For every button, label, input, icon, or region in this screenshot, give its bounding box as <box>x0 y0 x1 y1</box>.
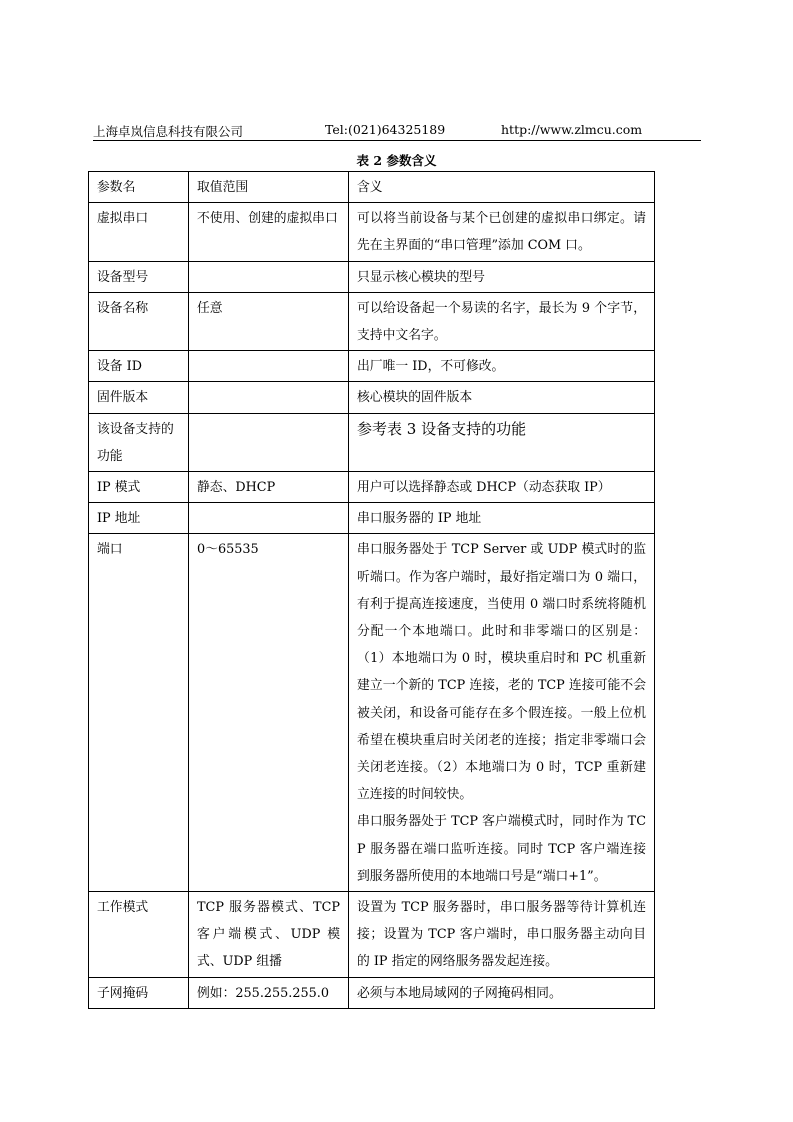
param-range: 例如：255.255.255.0 <box>189 977 349 1008</box>
param-range: 任意 <box>189 292 349 350</box>
table-row <box>89 534 655 892</box>
table-row <box>89 351 655 382</box>
param-meaning: 设置为 TCP 服务器时，串口服务器等待计算机连接；设置为 TCP 客户端时，串口服务器主动向目的 IP 指定的网络服务器发起连接。 <box>349 892 655 978</box>
website-url: http://www.zlmcu.com <box>501 122 643 137</box>
param-range <box>189 261 349 292</box>
table-row <box>89 413 655 471</box>
param-range <box>189 413 349 471</box>
header-cell: 取值范围 <box>189 172 349 203</box>
param-range <box>189 503 349 534</box>
param-meaning: 用户可以选择静态或 DHCP（动态获取 IP） <box>349 472 655 503</box>
meaning-paragraph: 串口服务器处于 TCP 客户端模式时，同时作为 TCP 服务器在端口监听连接。同时 TCP 客户端连接到服务器所使用的本地端口号是“端口+1”。 <box>357 814 646 884</box>
param-range: 不使用、创建的虚拟串口 <box>189 203 349 261</box>
param-name: IP 地址 <box>89 503 189 534</box>
parameter-table <box>88 171 655 1009</box>
header-cell: 参数名 <box>89 172 189 203</box>
param-name: 虚拟串口 <box>89 203 189 261</box>
param-name: 固件版本 <box>89 382 189 413</box>
param-meaning: 可以给设备起一个易读的名字，最长为 9 个字节，支持中文名字。 <box>349 292 655 350</box>
param-meaning: 串口服务器的 IP 地址 <box>349 503 655 534</box>
table-row <box>89 472 655 503</box>
param-meaning: 参考表 3 设备支持的功能 <box>349 413 655 471</box>
header-rule <box>93 140 701 141</box>
param-name: 子网掩码 <box>89 977 189 1008</box>
param-name: 设备 ID <box>89 351 189 382</box>
table-row <box>89 203 655 261</box>
param-name: 设备型号 <box>89 261 189 292</box>
param-meaning: 必须与本地局域网的子网掩码相同。 <box>349 977 655 1008</box>
meaning-paragraph: 串口服务器处于 TCP Server 或 UDP 模式时的监听端口。作为客户端时，最好指定端口为 0 端口，有利于提高连接速度，当使用 0 端口时系统将随机分配一个本地端口。此时和非零端口的区别是：（1）本地端口为 0 时，模块重启时和 PC 机重新建立一个新的 TCP 连接，老的 TCP 连接可能不会被关闭，和设备可能存在多个假连接。一般上位机希望在模块重启时关闭老的连接；指定非零端口会关闭老连接。（2）本地端口为 0 时，TCP 重新建立连接的时间较快。 <box>357 542 646 803</box>
table-row <box>89 292 655 350</box>
table-row <box>89 503 655 534</box>
table-header-row <box>89 172 655 203</box>
header-cell: 含义 <box>349 172 655 203</box>
table-row <box>89 892 655 978</box>
param-meaning: 核心模块的固件版本 <box>349 382 655 413</box>
param-name: 设备名称 <box>89 292 189 350</box>
telephone: Tel:(021)64325189 <box>325 122 446 137</box>
param-meaning: 可以将当前设备与某个已创建的虚拟串口绑定。请先在主界面的“串口管理”添加 COM 口。 <box>349 203 655 261</box>
param-range: 静态、DHCP <box>189 472 349 503</box>
param-range <box>189 382 349 413</box>
table-row <box>89 977 655 1008</box>
table-row <box>89 382 655 413</box>
param-name: 工作模式 <box>89 892 189 978</box>
table-row <box>89 261 655 292</box>
param-name: 该设备支持的功能 <box>89 413 189 471</box>
param-meaning: 只显示核心模块的型号 <box>349 261 655 292</box>
table-caption: 表 2 参数含义 <box>356 153 437 168</box>
param-range: 0～65535 <box>189 534 349 892</box>
param-meaning: 出厂唯一 ID，不可修改。 <box>349 351 655 382</box>
param-range: TCP 服务器模式、TCP 客户端模式、UDP 模式、UDP 组播 <box>189 892 349 978</box>
param-name: IP 模式 <box>89 472 189 503</box>
company-name: 上海卓岚信息科技有限公司 <box>93 124 244 139</box>
param-range <box>189 351 349 382</box>
param-meaning <box>349 534 655 892</box>
page-header <box>93 120 701 142</box>
param-name: 端口 <box>89 534 189 892</box>
